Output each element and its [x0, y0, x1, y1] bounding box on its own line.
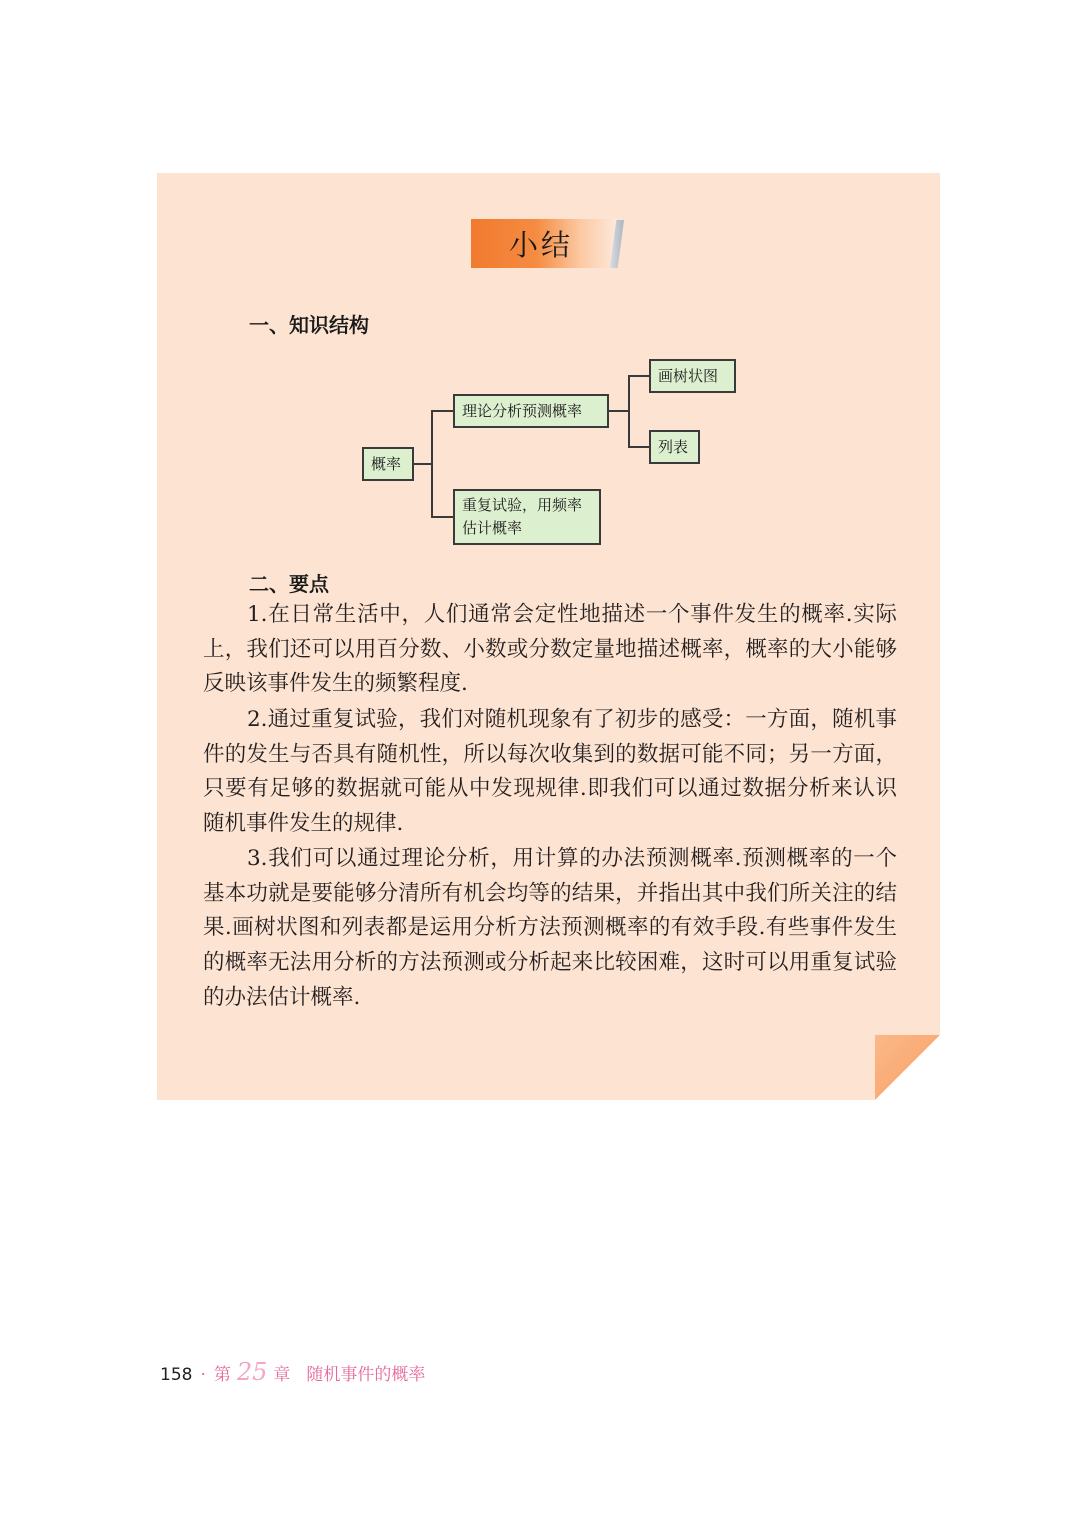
node-tree-diagram	[649, 359, 736, 393]
footer-separator: ·	[200, 1365, 206, 1385]
node-theory-prediction	[453, 394, 609, 428]
key-point-1: 1.在日常生活中，人们通常会定性地描述一个事件发生的概率.实际上，我们还可以用百分数、小数或分数定量地描述概率，概率的大小能够反映该事件发生的频繁程度.	[203, 602, 897, 697]
chapter-number: 25	[236, 1358, 268, 1386]
chapter-title: 随机事件的概率	[306, 1365, 426, 1385]
connector-root	[414, 463, 432, 465]
node-experiment-line1: 重复试验，用频率	[462, 496, 583, 514]
connector-theory	[609, 410, 629, 412]
node-probability	[362, 447, 414, 481]
key-point-2: 2.通过重复试验，我们对随机现象有了初步的感受：一方面，随机事件的发生与否具有随机性，所以每次收集到的数据可能不同；另一方面，只要有足够的数据就可能从中发现规律.即我们可以通过数据分析来认识随机事件发生的规律.	[203, 707, 897, 837]
chapter-suffix: 章	[273, 1365, 291, 1385]
node-probability-label: 概率	[371, 454, 402, 473]
node-list-table-label: 列表	[658, 437, 689, 456]
summary-title	[471, 219, 617, 268]
connector-root-vertical	[431, 410, 433, 517]
page-footer	[160, 1358, 425, 1386]
section1-heading: 一、知识结构	[249, 313, 369, 337]
node-tree-diagram-label: 画树状图	[658, 366, 719, 385]
connector-to-theory	[431, 410, 453, 412]
chapter-prefix: 第	[213, 1365, 231, 1385]
connector-to-tree	[628, 375, 649, 377]
page-number: 158	[160, 1365, 193, 1385]
connector-to-table	[628, 446, 649, 448]
section2-heading: 二、要点	[249, 572, 329, 596]
summary-title-text: 小结	[509, 228, 574, 262]
node-experiment-line2: 估计概率	[462, 519, 523, 537]
key-point-3: 3.我们可以通过理论分析，用计算的办法预测概率.预测概率的一个基本功就是要能够分清所有机会均等的结果，并指出其中我们所关注的结果.画树状图和列表都是运用分析方法预测概率的有效手段.有些事件发生的概率无法用分析的方法预测或分析起来比较困难，这时可以用重复试验的办法估计概率.	[203, 846, 897, 1010]
node-experiment-estimate	[453, 489, 601, 545]
node-theory-prediction-label: 理论分析预测概率	[462, 401, 583, 420]
connector-theory-vertical	[628, 375, 630, 447]
connector-to-experiment	[431, 516, 453, 518]
node-list-table	[649, 430, 700, 464]
